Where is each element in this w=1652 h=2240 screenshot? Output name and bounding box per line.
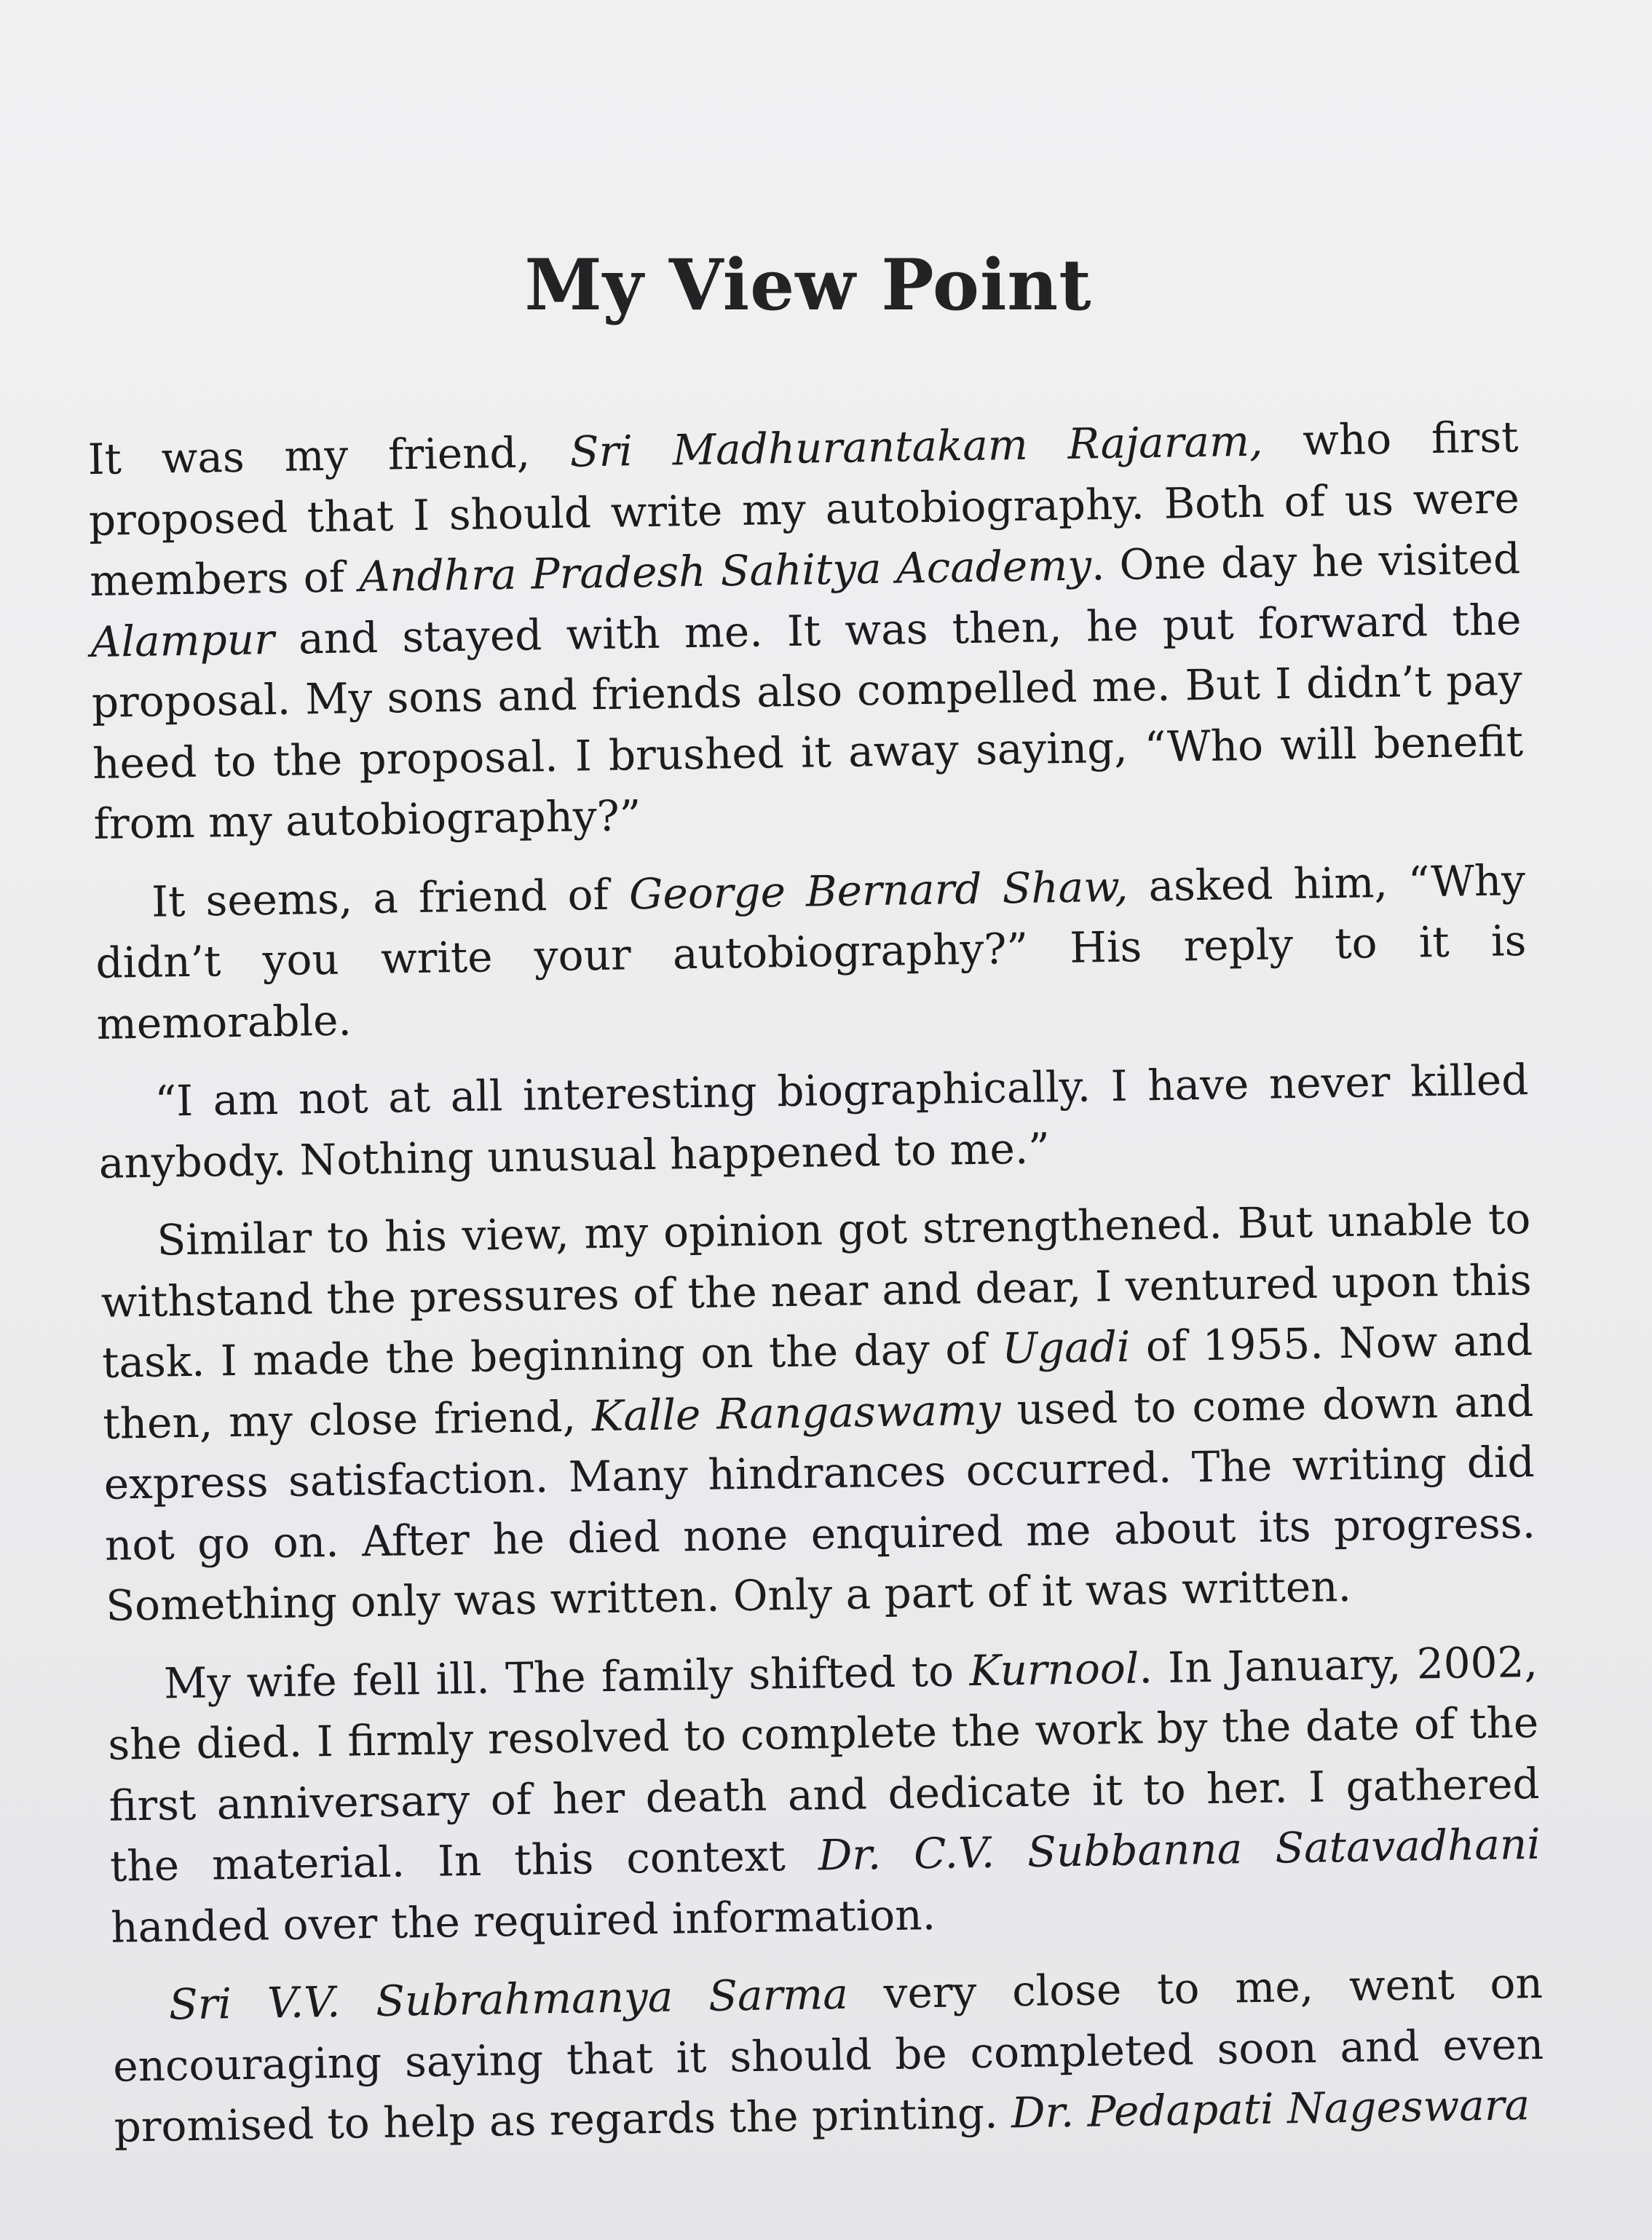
italic-text: Sri V.V. Subrahmanya Sarma xyxy=(168,1968,849,2030)
italic-text: Dr. Pedapati Nageswara xyxy=(1011,2080,1530,2138)
paragraph xyxy=(111,1953,1545,2158)
text-run: used to come down and express satisfaction. Many hindrances occurred. The writing did not go on. After he died none enquired me about its progress. Something only was written. Only a part of it was written. xyxy=(103,1376,1536,1631)
text-run: “I am not at all interesting biographically. I have never killed anybody. Nothing unusual happened to me.” xyxy=(98,1055,1529,1188)
italic-text: Dr. C.V. Subbanna Satavadhani xyxy=(818,1818,1541,1880)
paragraph xyxy=(87,407,1525,855)
paragraph xyxy=(106,1631,1541,1958)
page-title: My View Point xyxy=(524,244,1092,326)
paragraph xyxy=(98,1050,1530,1194)
italic-text: Andhra Pradesh Sahitya Academy xyxy=(358,540,1092,602)
text-run: . One day he visited xyxy=(1091,534,1521,590)
text-run: My wife fell ill. The family shifted to xyxy=(163,1645,970,1709)
text-run: very close to me, went on encouraging saying that it should be completed soon and even promised to help as regards the printing. xyxy=(112,1958,1544,2152)
italic-text: Sri Madhurantakam Rajaram, xyxy=(569,416,1263,477)
text-run: It was my friend, xyxy=(87,427,571,484)
text-run: Similar to his view, my opinion got strengthened. But unable to withstand the pressures of the near and dear, I ventured upon this task. I made the beginning on the day of xyxy=(100,1194,1533,1388)
text-run: It seems, a friend of xyxy=(151,868,630,927)
text-run: and stayed with me. It was then, he put forward the proposal. My sons and friends also compelled me. But I didn’t pay heed to the proposal. I brushed it away saying, “Who will benefit from my autobiography?” xyxy=(91,594,1524,849)
italic-text: Kalle Rangaswamy xyxy=(591,1384,1002,1441)
italic-text: Alampur xyxy=(90,614,275,667)
italic-text: Ugadi xyxy=(1001,1321,1131,1374)
text-run: . In January, 2002, she died. I firmly resolved to complete the work by the date of the first anniversary of her death and dedicate it to her. I gathered the material. In this context xyxy=(107,1637,1540,1891)
text-run: of 1955. Now and then, my close friend, xyxy=(102,1315,1533,1449)
text-run: asked him, “Why didn’t you write your autobiography?” His reply to it is memorable. xyxy=(95,855,1527,1049)
text-run: who first proposed that I should write my autobiography. Both of us were members of xyxy=(88,412,1520,606)
italic-text: Kurnool xyxy=(968,1643,1139,1695)
paragraph xyxy=(100,1189,1537,1637)
italic-text: George Bernard Shaw, xyxy=(628,861,1129,919)
body-text xyxy=(87,407,1545,2175)
text-run: handed over the required information. xyxy=(110,1889,936,1952)
paragraph xyxy=(95,850,1528,1055)
